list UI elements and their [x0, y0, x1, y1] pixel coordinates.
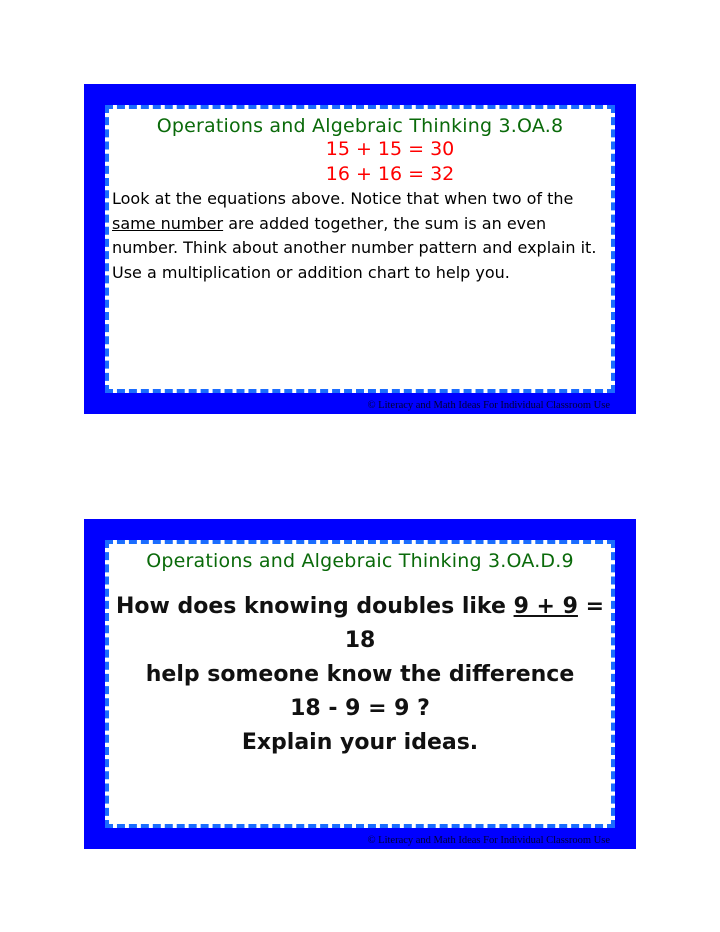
question-text: How does knowing doubles like	[115, 594, 514, 619]
card-title: Operations and Algebraic Thinking 3.OA.8	[156, 115, 564, 137]
task-card-2	[84, 519, 636, 849]
card-prompt	[109, 187, 611, 285]
prompt-underlined: same number	[112, 213, 224, 233]
card-content	[105, 105, 615, 393]
card-content	[105, 540, 615, 828]
card-title: Operations and Algebraic Thinking 3.OA.D.9	[146, 550, 574, 572]
question-underlined: 9 + 9	[513, 594, 578, 619]
question-line-2: help someone know the difference	[145, 662, 575, 687]
prompt-text: are added together, the sum is an even number. Think about another number pattern and explain it. Use a multiplication or addition chart to help you.	[112, 213, 597, 282]
question-line-4: Explain your ideas.	[241, 730, 479, 755]
task-card-1	[84, 84, 636, 414]
question-text: = 18	[344, 594, 605, 653]
equation-2: 16 + 16 = 32	[325, 163, 455, 185]
question-line-1	[109, 590, 611, 658]
prompt-text: Look at the equations above. Notice that when two of the	[112, 189, 574, 208]
card-question	[109, 590, 611, 760]
copyright-footer: © Literacy and Math Ideas For Individual Classroom Use	[367, 835, 610, 846]
equation-1: 15 + 15 = 30	[325, 138, 455, 160]
question-line-3: 18 - 9 = 9 ?	[290, 696, 430, 721]
copyright-footer: © Literacy and Math Ideas For Individual Classroom Use	[367, 400, 610, 411]
